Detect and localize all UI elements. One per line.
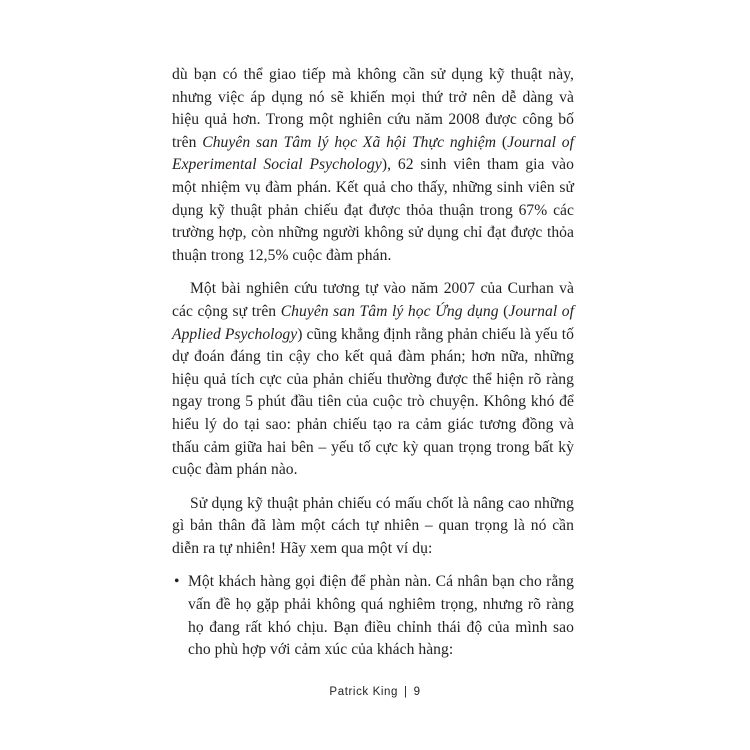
paragraph-2-text-a: Một bài nghiên cứu tương tự vào năm 2007 của Curhan và các cộng sự trên [172, 280, 574, 320]
body-text [172, 64, 574, 662]
list-item [172, 571, 574, 661]
page-number: 9 [413, 686, 421, 698]
paragraph-1-text-c: ), 62 sinh viên tham gia vào một nhiệm vụ đàm phán. Kết quả cho thấy, những sinh viên sử dụng kỹ thuật phản chiếu đạt được thỏa thuận trong 67% các trường hợp, còn những người không sử dụng chỉ đạt được thỏa thuận trong 12,5% cuộc đàm phán. [172, 156, 574, 264]
journal-title-vi-2: Chuyên san Tâm lý học Ứng dụng [280, 302, 499, 320]
journal-title-en-2: Journal of Applied Psychology [172, 302, 574, 343]
list-item-text: Một khách hàng gọi điện để phàn nàn. Cá nhân bạn cho rằng vấn đề họ gặp phải không quá nghiêm trọng, nhưng rõ ràng họ đang rất khó chịu. Bạn điều chỉnh thái độ của mình sao cho phù hợp với cảm xúc của khách hàng: [188, 573, 574, 659]
paragraph-3: Sử dụng kỹ thuật phản chiếu có mấu chốt là nâng cao những gì bản thân đã làm một cách tự nhiên – quan trọng là nó cần diễn ra tự nhiên! Hãy xem qua một ví dụ: [172, 494, 574, 557]
paragraph-2-text-b: ( [498, 302, 509, 320]
page-footer [0, 686, 750, 698]
paragraph-1-text-a: dù bạn có thể giao tiếp mà không cần sử dụng kỹ thuật này, nhưng việc áp dụng nó sẽ khiến mọi thứ trở nên dễ dàng và hiệu quả hơn. Trong một nghiên cứu năm 2008 được công bố trên [172, 66, 574, 151]
paragraph-2-text-c: ) cũng khẳng định rằng phản chiếu là yếu tố dự đoán đáng tin cậy cho kết quả đàm phán; hơn nữa, những hiệu quả tích cực của phản chiếu thường được thể hiện rõ ràng ngay trong 5 phút đầu tiên của cuộc trò chuyện. Không khó để hiểu lý do tại sao: phản chiếu tạo ra cảm giác tương đồng và thấu cảm giữa hai bên – yếu tố cực kỳ quan trọng trong bất kỳ cuộc đàm phán nào. [172, 325, 574, 479]
paragraph-1 [172, 64, 574, 267]
example-list [172, 571, 574, 661]
footer-separator: | [403, 686, 408, 698]
footer-author: Patrick King [329, 686, 398, 698]
bullet-icon: • [174, 573, 180, 591]
paragraph-1-text-b: ( [496, 133, 508, 151]
journal-title-en-1: Journal of Experimental Social Psychology [172, 133, 574, 174]
paragraph-2 [172, 278, 574, 481]
journal-title-vi-1: Chuyên san Tâm lý học Xã hội Thực nghiệm [202, 133, 497, 151]
